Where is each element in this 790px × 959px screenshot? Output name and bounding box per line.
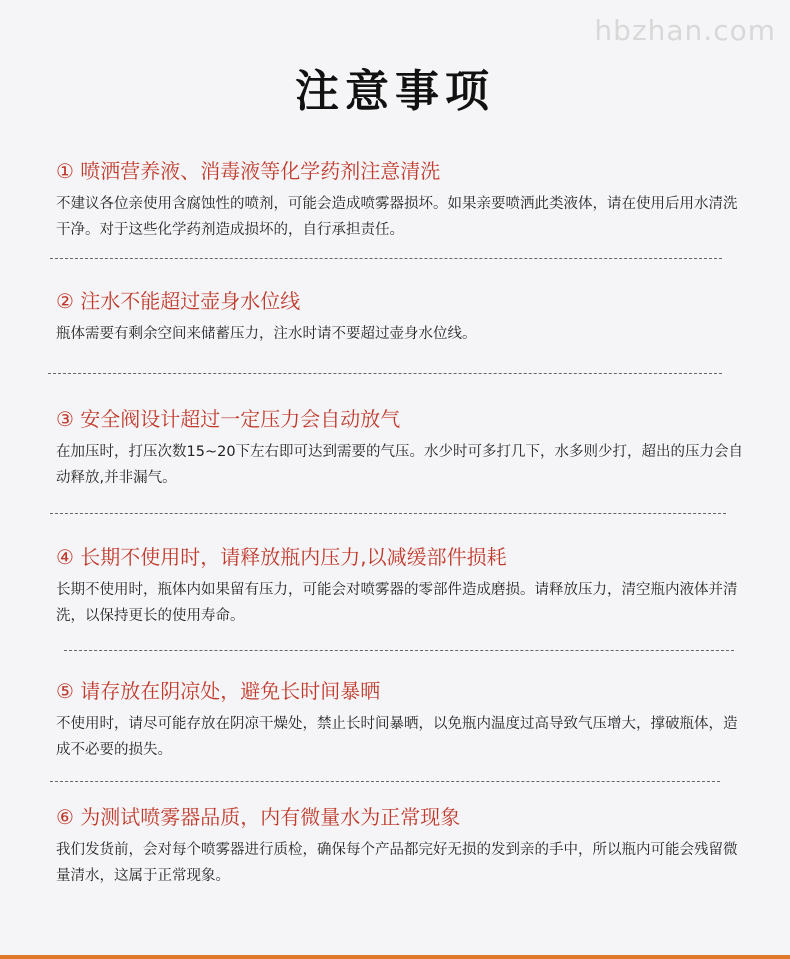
- section-heading: ② 注水不能超过壶身水位线: [56, 289, 301, 313]
- section-body: 不使用时，请尽可能存放在阴凉干燥处，禁止长时间暴晒，以免瓶内温度过高导致气压增大，撑破瓶体，造成不必要的损失。: [56, 716, 738, 758]
- section-body: 我们发货前，会对每个喷雾器进行质检，确保每个产品都完好无损的发到亲的手中，所以瓶内可能会残留微量清水，这属于正常现象。: [56, 842, 738, 884]
- notice-section-3: [56, 405, 746, 491]
- section-heading: ⑥ 为测试喷雾器品质，内有微量水为正常现象: [56, 805, 461, 829]
- section-body: 在加压时，打压次数15~20下左右即可达到需要的气压。水少时可多打几下，水多则少打，超出的压力会自动释放,并非漏气。: [56, 444, 744, 486]
- page-title: 注意事项: [295, 66, 495, 117]
- dashed-divider: [50, 513, 726, 514]
- notice-section-4: [56, 543, 746, 629]
- dashed-divider: [50, 781, 720, 782]
- dashed-divider: [64, 650, 734, 651]
- notice-section-1: [56, 157, 746, 243]
- watermark: hbzhan.com: [594, 14, 776, 47]
- section-heading: ① 喷洒营养液、消毒液等化学药剂注意清洗: [56, 159, 441, 183]
- notice-section-6: [56, 803, 746, 889]
- dashed-divider: [48, 373, 722, 374]
- dashed-divider: [50, 258, 722, 259]
- section-body: 长期不使用时，瓶体内如果留有压力，可能会对喷雾器的零部件造成磨损。请释放压力，清空瓶内液体并清洗，以保持更长的使用寿命。: [56, 582, 738, 624]
- notice-section-5: [56, 677, 746, 763]
- section-heading: ⑤ 请存放在阴凉处，避免长时间暴晒: [56, 679, 381, 703]
- section-body: 不建议各位亲使用含腐蚀性的喷剂，可能会造成喷雾器损坏。如果亲要喷洒此类液体，请在使用后用水清洗干净。对于这些化学药剂造成损坏的，自行承担责任。: [56, 196, 738, 238]
- section-body: 瓶体需要有剩余空间来储蓄压力，注水时请不要超过壶身水位线。: [56, 326, 477, 342]
- notice-section-2: [56, 287, 746, 347]
- bottom-accent-bar: [0, 955, 790, 959]
- section-heading: ③ 安全阀设计超过一定压力会自动放气: [56, 407, 401, 431]
- section-heading: ④ 长期不使用时，请释放瓶内压力,以减缓部件损耗: [56, 545, 507, 569]
